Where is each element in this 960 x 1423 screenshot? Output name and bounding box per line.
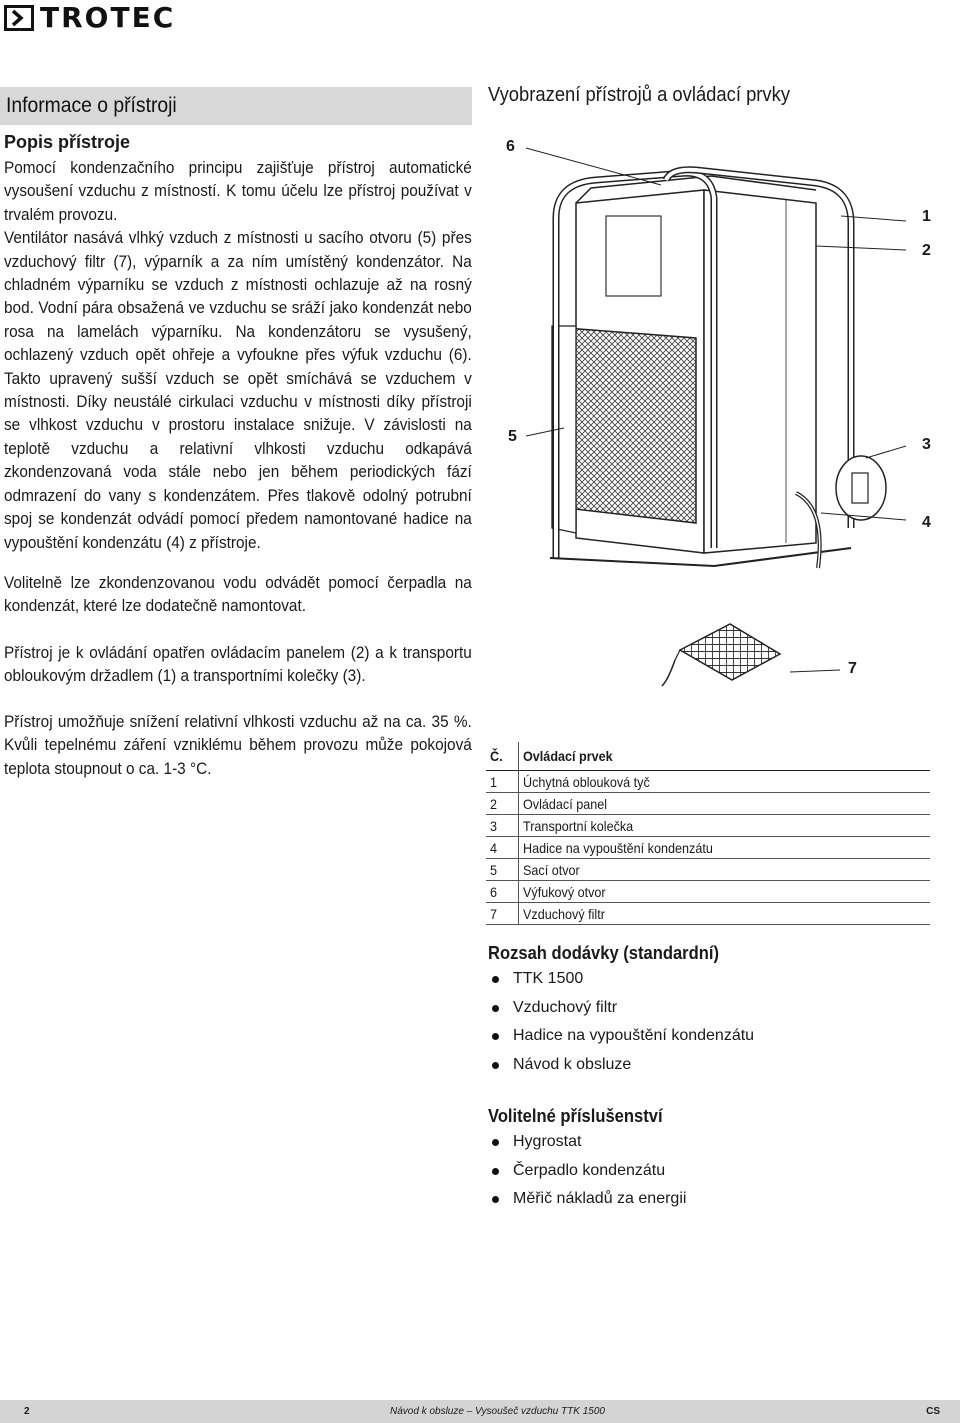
table-header-label: Ovládací prvek [519,742,931,771]
list-item: Hygrostat [488,1133,928,1162]
scope-list [488,970,928,1084]
device-drawing [486,128,956,603]
controls-table [486,742,930,925]
filter-drawing [660,620,857,705]
document-title: Návod k obsluze – Vysoušeč vzduchu TTK 1500 [390,1406,605,1417]
description-paragraph-4: Přístroj je k ovládání opatřen ovládacím panelem (2) a k transportu obloukovým držadlem (1) a transportními kolečky (3). [4,644,472,686]
description-paragraph-1: Pomocí kondenzačního principu zajišťuje přístroj automatické vysoušení vzduchu z místností. K tomu účelu lze přístroj používat v trvalém provozu. [4,159,472,224]
table-row: 4 Hadice na vypouštění kondenzátu [486,837,930,859]
table-row: 7 Vzduchový filtr [486,903,930,925]
page-footer [0,1400,960,1423]
air-filter-illustration [660,620,840,700]
figure-title: Vyobrazení přístrojů a ovládací prvky [488,84,791,106]
list-item: TTK 1500 [488,970,928,999]
list-item: Návod k obsluze [488,1056,928,1085]
table-row: 3 Transportní kolečka [486,815,930,837]
table-header-row [486,742,930,771]
optional-pump-note [4,572,472,619]
table-row: 2 Ovládací panel [486,793,930,815]
list-item: Čerpadlo kondenzátu [488,1162,928,1191]
language-code: CS [926,1406,940,1417]
list-item: Hadice na vypouštění kondenzátu [488,1027,928,1056]
optional-accessories [488,1106,928,1219]
callout-3: 3 [922,436,931,453]
brand-logo [4,1,176,34]
callout-5: 5 [508,428,517,445]
dehumidifier-illustration [486,128,956,598]
description-column [4,132,472,555]
optional-list [488,1133,928,1219]
humidity-note [4,711,472,781]
description-paragraph-2: Ventilátor nasává vlhký vzduch z místnosti u sacího otvoru (5) přes vzduchový filtr (7), výparník a za ním umístěný kondenzátor. Na chladném výparníku se vzduch z místnosti ochlazuje až na rosný bod. Vodní pára obsažená ve vzduchu se sráží jako kondenzát nebo rosa na lamelách výparníku. Na kondenzátoru se vysušený, ochlazený vzduch opět ohřeje a vyfoukne přes výfuk vzduchu (6). Takto upravený sušší vzduch se opět smíchává se vzduchem v místnosti. Díky neustálé cirkulaci vzduchu v místnosti díky přístroji se vlhkost vzduchu v prostoru instalace snižuje. V závislosti na teplotě vzduchu a relativní vlhkosti vzduchu odkapává zkondenzovaná voda stále nebo jen během periodických fází odmrazení do vany s kondenzátem. Přes tlakově odolný potrubní spoj se kondenzát odvádí pomocí předem namontované hadice na vypouštění kondenzátu (4) z přístroje. [4,229,472,552]
brand-name: TROTEC [40,1,176,34]
table-row: 6 Výfukový otvor [486,881,930,903]
section-title: Informace o přístroji [6,94,177,117]
table-header-number: Č. [486,742,519,771]
callout-1: 1 [922,208,931,225]
callout-4: 4 [922,514,931,531]
controls-note [4,642,472,689]
scope-heading: Rozsah dodávky (standardní) [488,943,719,963]
description-paragraph-5: Přístroj umožňuje snížení relativní vlhkosti vzduchu až na ca. 35 %. Kvůli tepelnému záření vzniklému během provozu může pokojová teplota stoupnout o ca. 1-3 °C. [4,713,472,778]
callout-6: 6 [506,138,515,155]
list-item: Vzduchový filtr [488,999,928,1028]
description-heading: Popis přístroje [4,132,131,152]
callout-2: 2 [922,242,931,259]
section-header [0,87,472,125]
optional-heading: Volitelné příslušenství [488,1106,663,1126]
table-row: 5 Sací otvor [486,859,930,881]
scope-of-delivery [488,943,928,1084]
page-number: 2 [24,1406,30,1417]
trotec-logo-icon [4,5,34,31]
list-item: Měřič nákladů za energii [488,1190,928,1219]
description-paragraph-3: Volitelně lze zkondenzovanou vodu odvádět pomocí čerpadla na kondenzát, které lze dodatečně namontovat. [4,574,472,616]
table-row: 1 Úchytná oblouková tyč [486,771,930,793]
callout-7: 7 [848,660,857,677]
